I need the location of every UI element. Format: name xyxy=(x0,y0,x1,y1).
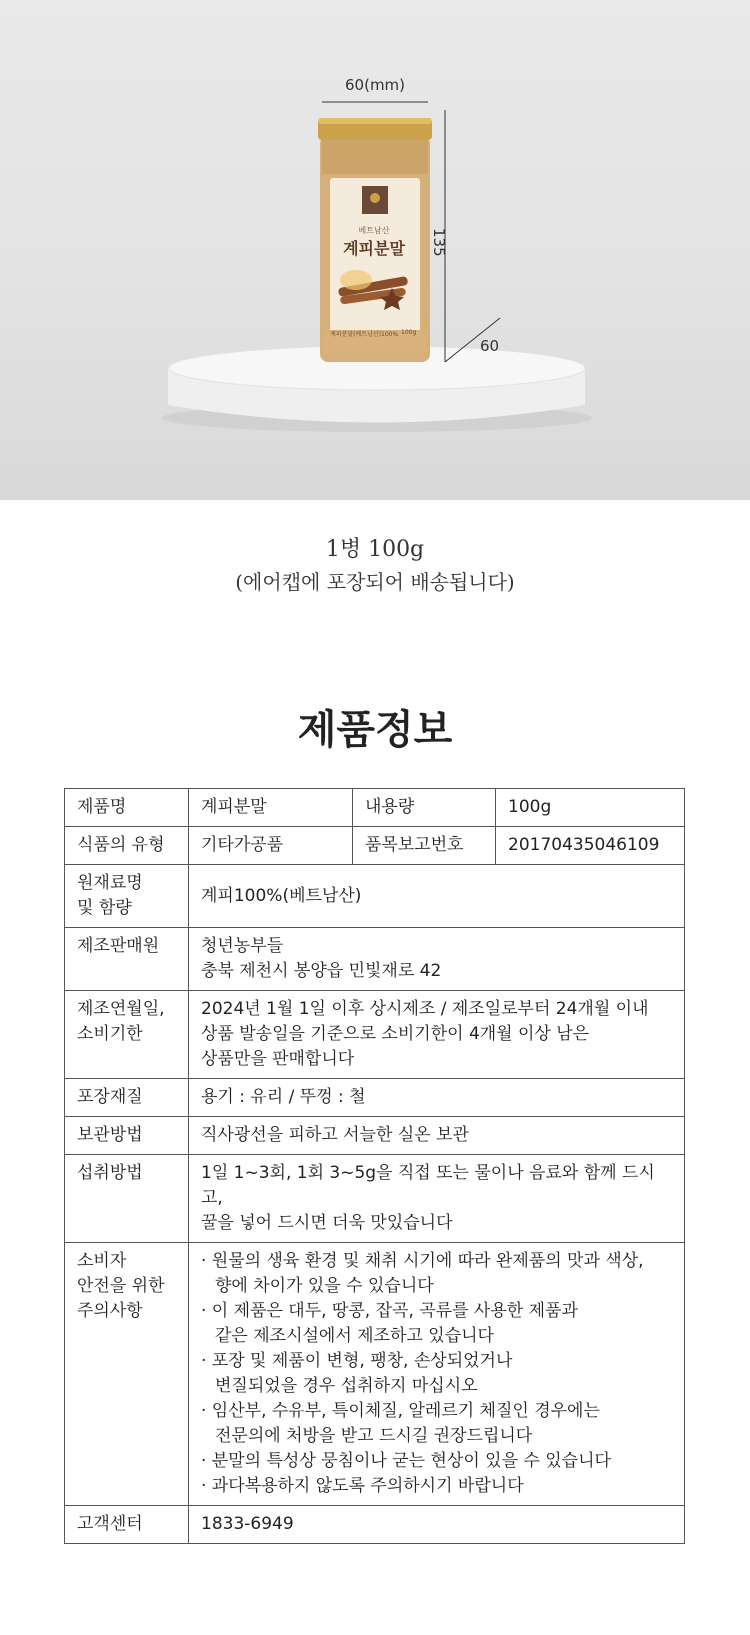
package-shipping-note: (에어캡에 포장되어 배송됩니다) xyxy=(235,570,515,594)
cell-label: 내용량 xyxy=(353,789,496,827)
cell-label: 제품명 xyxy=(65,789,189,827)
cell-label: 제조연월일, 소비기한 xyxy=(65,991,189,1079)
table-row xyxy=(65,1079,685,1117)
cell-label: 식품의 유형 xyxy=(65,827,189,865)
dim-height-label: 135 xyxy=(430,228,448,257)
cell-value: 청년농부들 충북 제천시 봉양읍 민빛재로 42 xyxy=(189,928,685,991)
cell-value: 1일 1~3회, 1회 3~5g을 직접 또는 물이나 음료와 함께 드시고, 꿀을 넣어 드시면 더욱 맛있습니다 xyxy=(189,1155,685,1243)
cell-value: 용기 : 유리 / 뚜껑 : 철 xyxy=(189,1079,685,1117)
caution-item: · 이 제품은 대두, 땅콩, 잡곡, 곡류를 사용한 제품과 같은 제조시설에서 제조하고 있습니다 xyxy=(201,1301,578,1346)
package-info xyxy=(0,500,750,598)
caution-list xyxy=(189,1243,685,1506)
table-row xyxy=(65,1243,685,1506)
cell-value: 직사광선을 피하고 서늘한 실온 보관 xyxy=(189,1117,685,1155)
cell-label: 원재료명 및 함량 xyxy=(65,865,189,928)
cell-label: 포장재질 xyxy=(65,1079,189,1117)
cell-value: 100g xyxy=(496,789,685,827)
cell-label: 품목보고번호 xyxy=(353,827,496,865)
dim-depth-label: 60 xyxy=(480,337,500,355)
caution-item: · 포장 및 제품이 변형, 팽창, 손상되었거나 변질되었을 경우 섭취하지 마십시오 xyxy=(201,1351,513,1396)
cell-label: 섭취방법 xyxy=(65,1155,189,1243)
cell-value: 계피분말 xyxy=(189,789,353,827)
table-row xyxy=(65,991,685,1079)
table-row xyxy=(65,827,685,865)
dim-width-label: 60(mm) xyxy=(345,76,406,94)
caution-item: · 과다복용하지 않도록 주의하시기 바랍니다 xyxy=(201,1476,524,1496)
table-row xyxy=(65,1117,685,1155)
cell-label: 고객센터 xyxy=(65,1506,189,1544)
cell-value: 2024년 1월 1일 이후 상시제조 / 제조일로부터 24개월 이내 상품 발송일을 기준으로 소비기한이 4개월 이상 남은 상품만을 판매합니다 xyxy=(189,991,685,1079)
table-row xyxy=(65,1155,685,1243)
jar-brand-text: 베트남산 xyxy=(358,226,390,235)
product-hero-image xyxy=(0,0,750,500)
caution-item: · 임산부, 수유부, 특이체질, 알레르기 체질인 경우에는 전문의에 처방을 받고 드시길 권장드립니다 xyxy=(201,1401,600,1446)
jar-weight-text: 100g xyxy=(401,329,417,336)
cell-value: 계피100%(베트남산) xyxy=(189,865,685,928)
cell-label: 보관방법 xyxy=(65,1117,189,1155)
customer-center-phone: 1833-6949 xyxy=(189,1506,685,1544)
table-row xyxy=(65,928,685,991)
table-row xyxy=(65,865,685,928)
product-info-table xyxy=(64,788,685,1544)
caution-item: · 분말의 특성상 뭉침이나 굳는 현상이 있을 수 있습니다 xyxy=(201,1451,611,1471)
cell-label: 소비자 안전을 위한 주의사항 xyxy=(65,1243,189,1506)
jar-origin-text: 계피분말(베트남산)100% xyxy=(330,331,399,338)
jar-name-text: 계피분말 xyxy=(343,239,405,258)
cell-value: 20170435046109 xyxy=(496,827,685,865)
package-quantity: 1병 100g xyxy=(325,537,425,562)
cell-value: 기타가공품 xyxy=(189,827,353,865)
cell-label: 제조판매원 xyxy=(65,928,189,991)
section-title: 제품정보 xyxy=(297,706,453,753)
table-row xyxy=(65,1506,685,1544)
caution-item: · 원물의 생육 환경 및 채취 시기에 따라 완제품의 맛과 색상, 향에 차이가 있을 수 있습니다 xyxy=(201,1251,644,1296)
table-row xyxy=(65,789,685,827)
